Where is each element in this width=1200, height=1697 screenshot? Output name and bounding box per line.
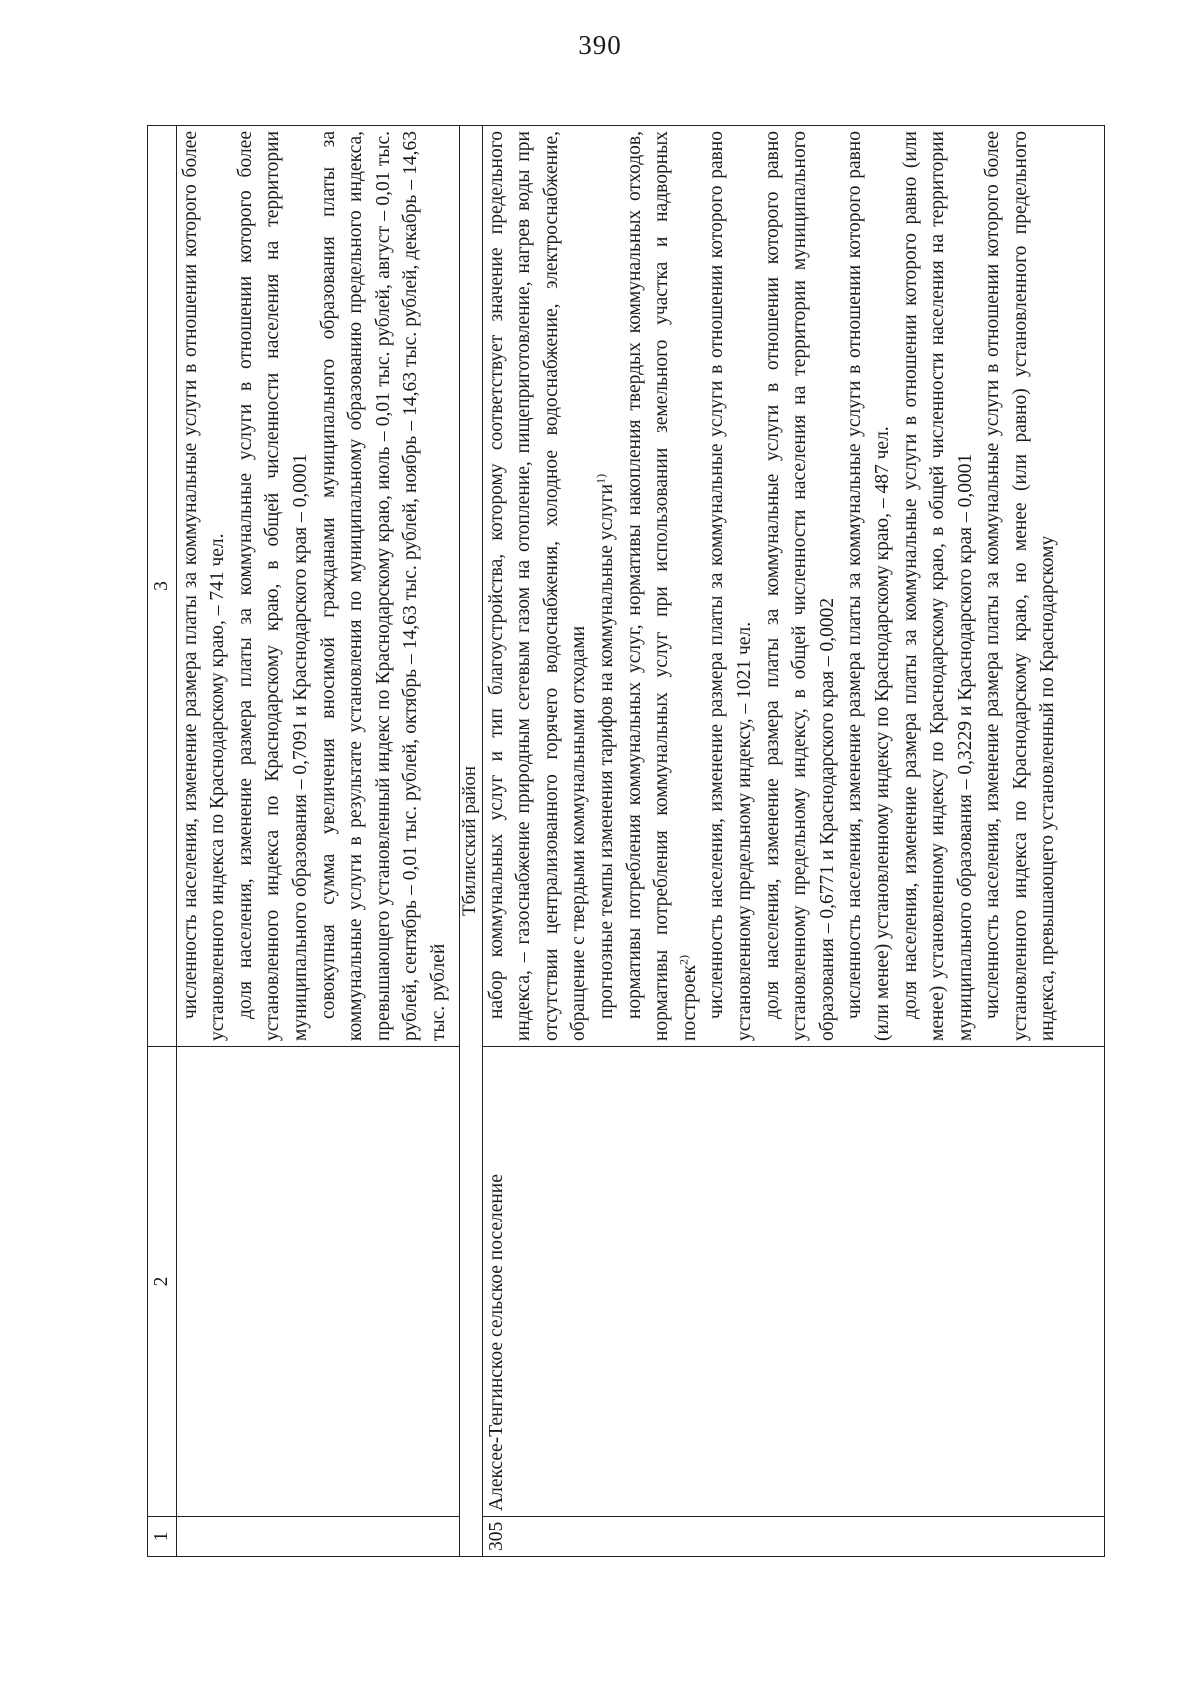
continued-row <box>176 126 459 1557</box>
indicator-paragraph: численность населения, изменение размера платы за коммунальные услуги в отношении которого более установленного индекса по Краснодарскому краю, – 741 чел. <box>179 131 229 1041</box>
tariff-rates-text: прогнозные темпы изменения тарифов на коммунальные услуги <box>595 483 617 1019</box>
header-row <box>148 126 177 1557</box>
rotated-table-frame <box>147 125 1105 1557</box>
page-number: 390 <box>578 30 622 60</box>
indicator-paragraph <box>621 131 704 1041</box>
column-header-3: 3 <box>148 126 177 1047</box>
column-header-2: 2 <box>148 1047 177 1517</box>
table-row <box>482 126 1104 1557</box>
column-header-1: 1 <box>148 1517 177 1557</box>
rotated-table-sheet <box>147 125 1105 1557</box>
indicators-cell <box>482 126 1104 1047</box>
indicator-paragraph: численность населения, изменение размера платы за коммунальные услуги в отношении которого более установленного индекса по Краснодарскому краю, но менее (или равно) установленного предельного индекса, превышающего установленный по Краснодарскому <box>982 131 1059 1041</box>
indicator-paragraph: совокупная сумма увеличения вносимой гражданами муниципального образования платы за коммунальные услуги в результате установления по муниципальному образованию предельного индекса, превышающего установленный индекс по Краснодарскому краю, июль – 0,01 тыс. рублей, август – 0,01 тыс. рублей, сентябрь – 0,01 тыс. рублей, октябрь – 14,63 тыс. рублей, ноябрь – 14,63 тыс. рублей, декабрь – 14,63 тыс. рублей <box>317 131 449 1041</box>
indicator-paragraph <box>593 131 621 1041</box>
continued-number-cell <box>176 1517 459 1557</box>
indicator-paragraph: численность населения, изменение размера платы за коммунальные услуги в отношении которого равно установленному предельному индексу, – 1021 чел. <box>706 131 755 1041</box>
indicator-paragraph: доля населения, изменение размера платы за коммунальные услуги в отношении которого более установленного индекса по Краснодарскому краю, в общей численности населения на территории муниципального образования – 0,7091 и Краснодарского края – 0,0001 <box>234 131 311 1041</box>
district-name: Тбилисский район <box>459 126 482 1557</box>
continued-indicators-cell <box>176 126 459 1047</box>
indicator-paragraph: численность населения, изменение размера платы за коммунальные услуги в отношении которого равно (или менее) установленному индексу по Краснодарскому краю, – 487 чел. <box>844 131 893 1041</box>
indicator-paragraph: доля населения, изменение размера платы за коммунальные услуги в отношении которого равно (или менее) установленному индексу по Краснодарскому краю, в общей численности населения на территории муниципального образования – 0,3229 и Краснодарского края – 0,0001 <box>899 131 976 1041</box>
footnote-ref: 1) <box>593 473 608 484</box>
norms-text: нормативы потребления коммунальных услуг, нормативы накопления твердых коммунальных отходов, нормативы потребления коммунальных услуг при использовании земельного участка и надворных построек <box>623 131 700 1041</box>
district-row <box>459 126 482 1557</box>
row-number: 305 <box>482 1517 1104 1557</box>
indicator-paragraph: набор коммунальных услуг и тип благоустройства, которому соответствует значение предельного индекса, – газоснабжение природным сетевым газом на отопление, пищеприготовление, нагрев воды при отсутствии централизованного горячего водоснабжения, холодное водоснабжение, электроснабжение, обращение с твердыми коммунальными отходами <box>485 131 590 1041</box>
tariff-index-table <box>147 125 1105 1557</box>
footnote-ref: 2) <box>676 955 691 966</box>
indicator-paragraph: доля населения, изменение размера платы за коммунальные услуги в отношении которого равно установленному предельному индексу, в общей численности населения на территории муниципального образования – 0,6771 и Краснодарского края – 0,0002 <box>761 131 838 1041</box>
settlement-name: Алексее-Тенгинское сельское поселение <box>482 1047 1104 1517</box>
continued-settlement-cell <box>176 1047 459 1517</box>
